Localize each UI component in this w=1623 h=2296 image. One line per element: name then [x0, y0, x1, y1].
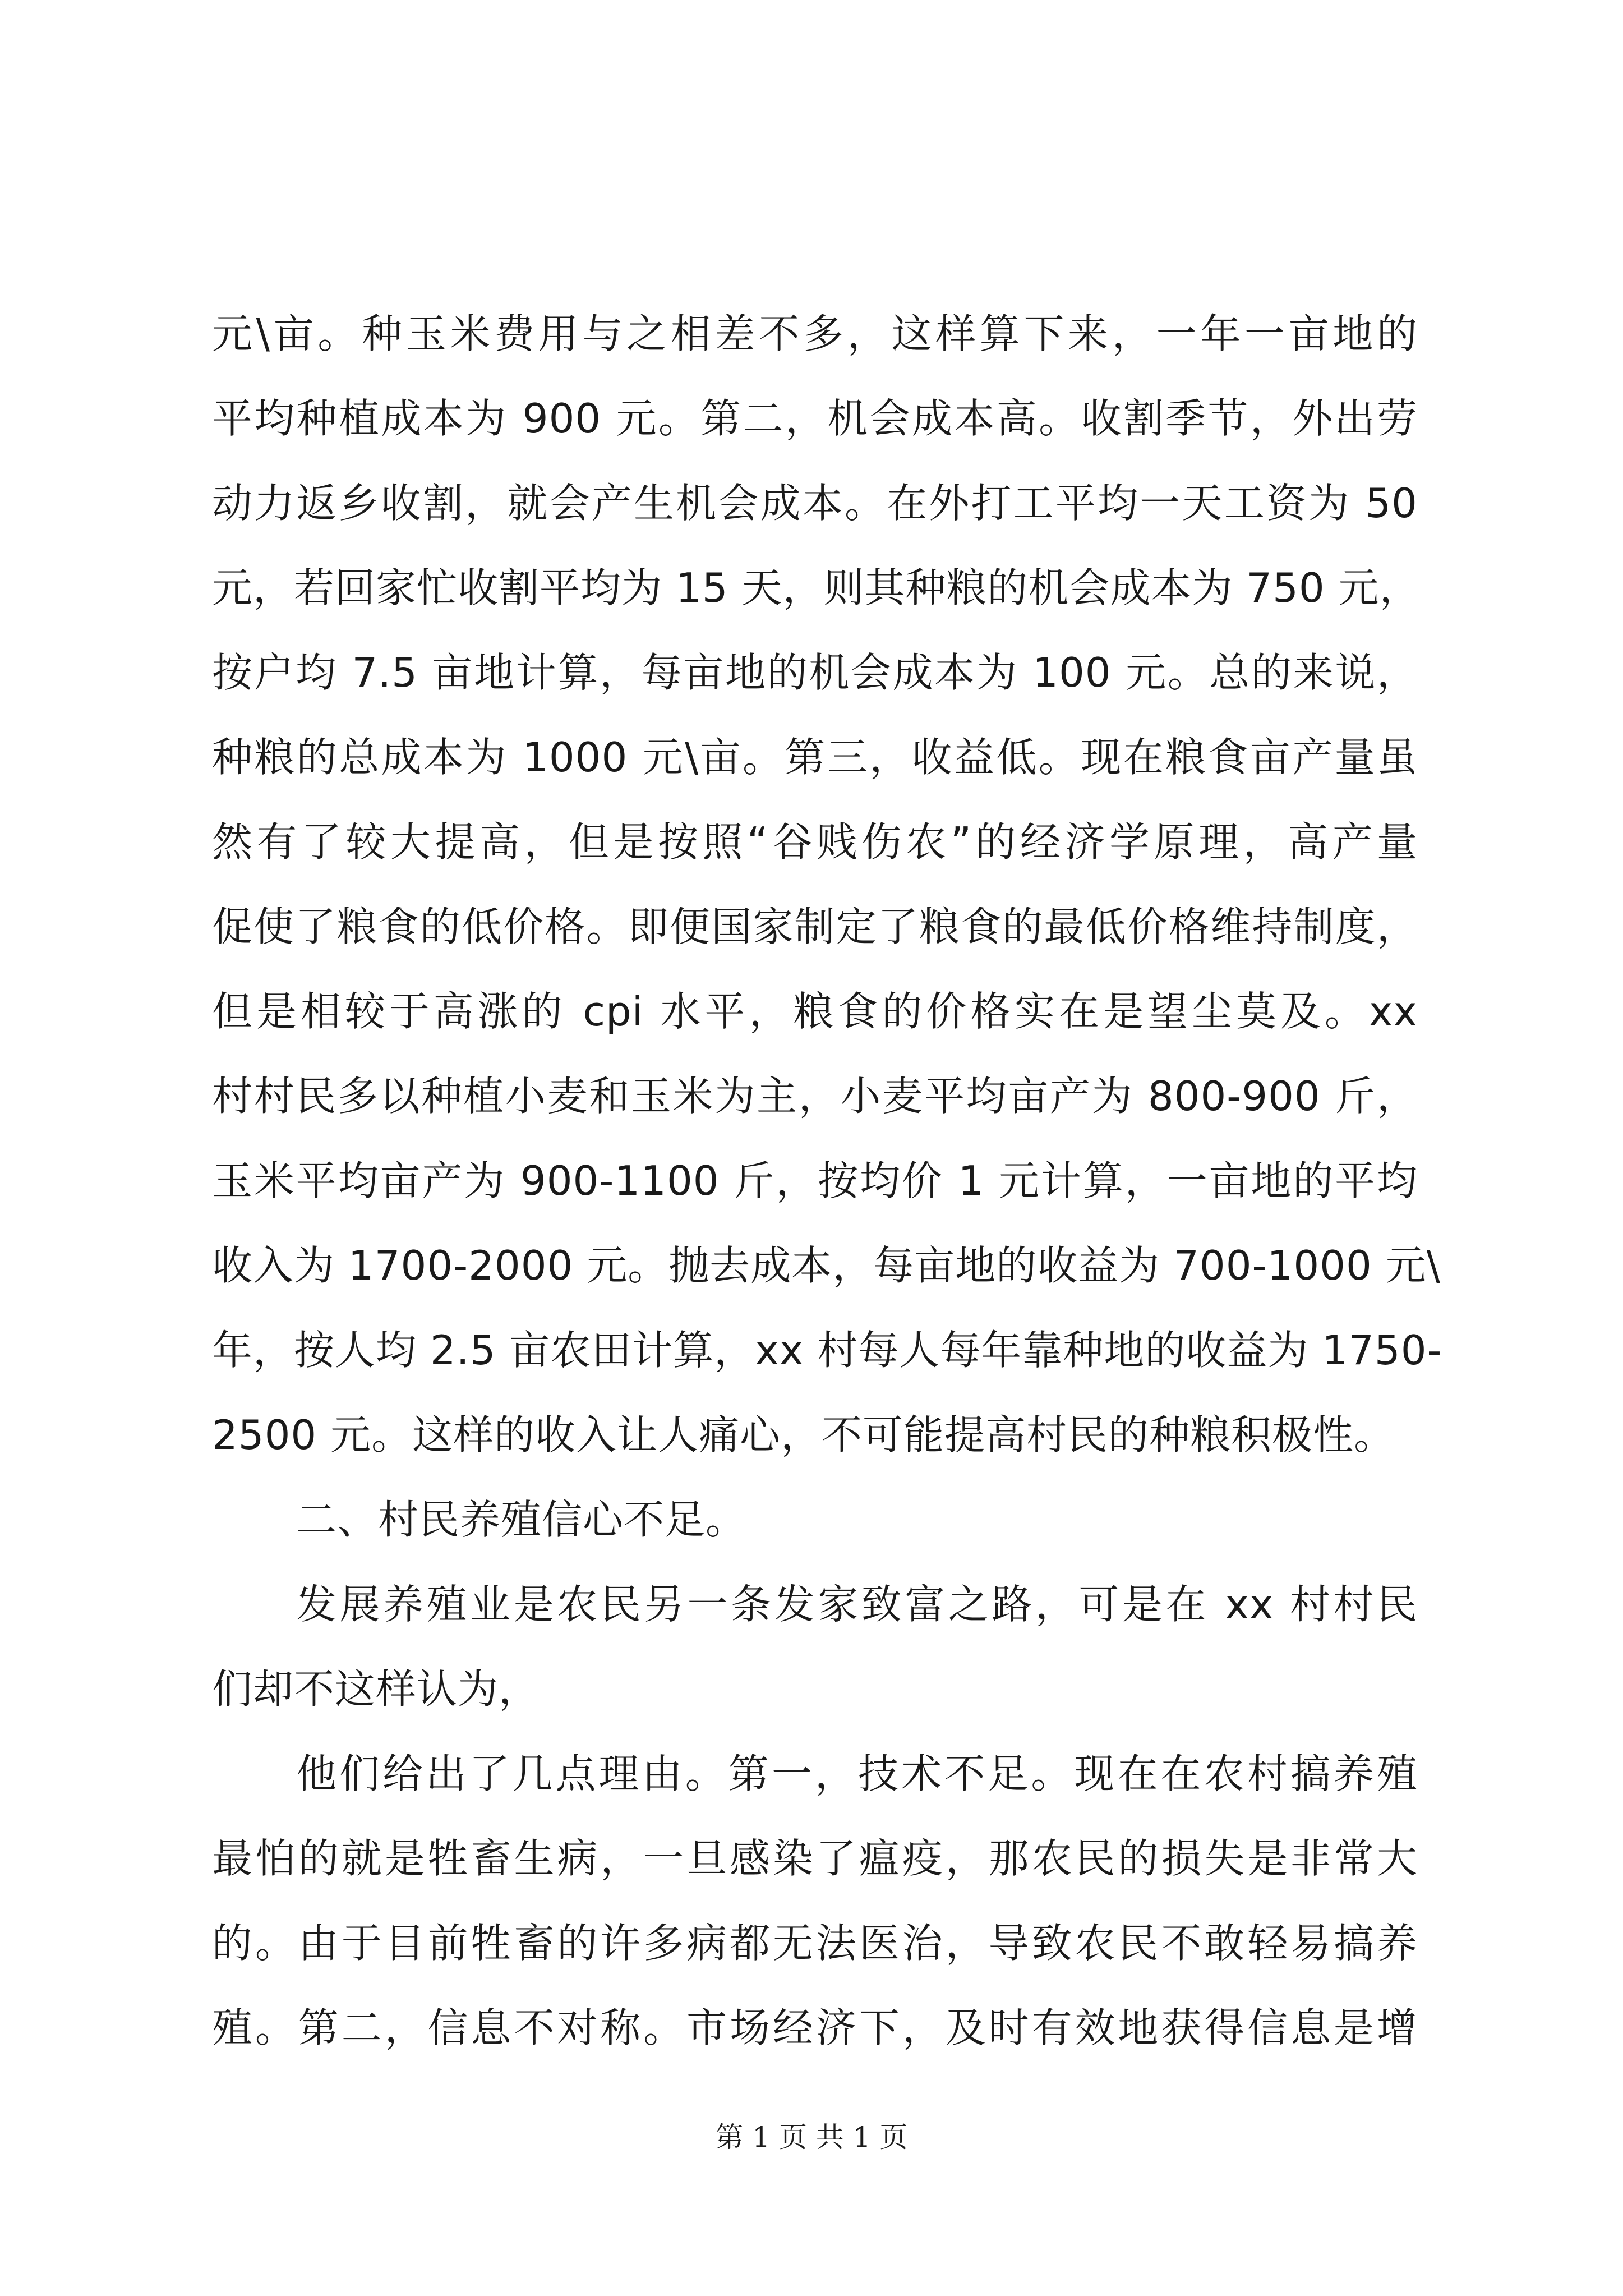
- text-line: 年，按人均 2.5 亩农田计算，xx 村每人每年靠种地的收益为 1750-: [212, 1327, 1442, 1374]
- text-line: 元，若回家忙收割平均为 15 天，则其种粮的机会成本为 750 元，: [212, 564, 1421, 611]
- page-footer: 第 1 页 共 1 页: [715, 2121, 908, 2154]
- text-line: 平均种植成本为 900 元。第二，机会成本高。收割季节，外出劳: [212, 395, 1418, 442]
- text-line: 发展养殖业是农民另一条发家致富之路，可是在 xx 村村民: [296, 1581, 1418, 1628]
- text-line: 2500 元。这样的收入让人痛心，不可能提高村民的种粮积极性。: [212, 1411, 1395, 1458]
- text-line: 村村民多以种植小麦和玉米为主，小麦平均亩产为 800-900 斤，: [212, 1073, 1418, 1120]
- body-text: [212, 292, 1442, 2070]
- text-line: 但是相较于高涨的 cpi 水平，粮食的价格实在是望尘莫及。xx: [212, 988, 1418, 1035]
- section-heading: 二、村民养殖信心不足。: [296, 1496, 747, 1543]
- text-line: 玉米平均亩产为 900-1100 斤，按均价 1 元计算，一亩地的平均: [212, 1157, 1418, 1204]
- text-line: 促使了粮食的低价格。即便国家制定了粮食的最低价格维持制度，: [212, 903, 1418, 950]
- text-line: 按户均 7.5 亩地计算，每亩地的机会成本为 100 元。总的来说，: [212, 649, 1418, 696]
- text-line: 元\亩。种玉米费用与之相差不多，这样算下来，一年一亩地的: [212, 310, 1418, 357]
- text-line: 最怕的就是牲畜生病，一旦感染了瘟疫，那农民的损失是非常大: [212, 1835, 1418, 1882]
- text-line: 收入为 1700-2000 元。抛去成本，每亩地的收益为 700-1000 元\: [212, 1242, 1441, 1289]
- text-line: 们却不这样认为，: [212, 1665, 540, 1713]
- text-line: 动力返乡收割，就会产生机会成本。在外打工平均一天工资为 50: [212, 480, 1418, 527]
- text-line: 他们给出了几点理由。第一，技术不足。现在在农村搞养殖: [296, 1750, 1418, 1797]
- text-line: 的。由于目前牲畜的许多病都无法医治，导致农民不敢轻易搞养: [212, 1920, 1418, 1967]
- text-line: 殖。第二，信息不对称。市场经济下，及时有效地获得信息是增: [212, 2004, 1418, 2051]
- text-line: 然有了较大提高，但是按照“谷贱伤农”的经济学原理，高产量: [212, 818, 1418, 866]
- text-line: 种粮的总成本为 1000 元\亩。第三，收益低。现在粮食亩产量虽: [212, 734, 1418, 781]
